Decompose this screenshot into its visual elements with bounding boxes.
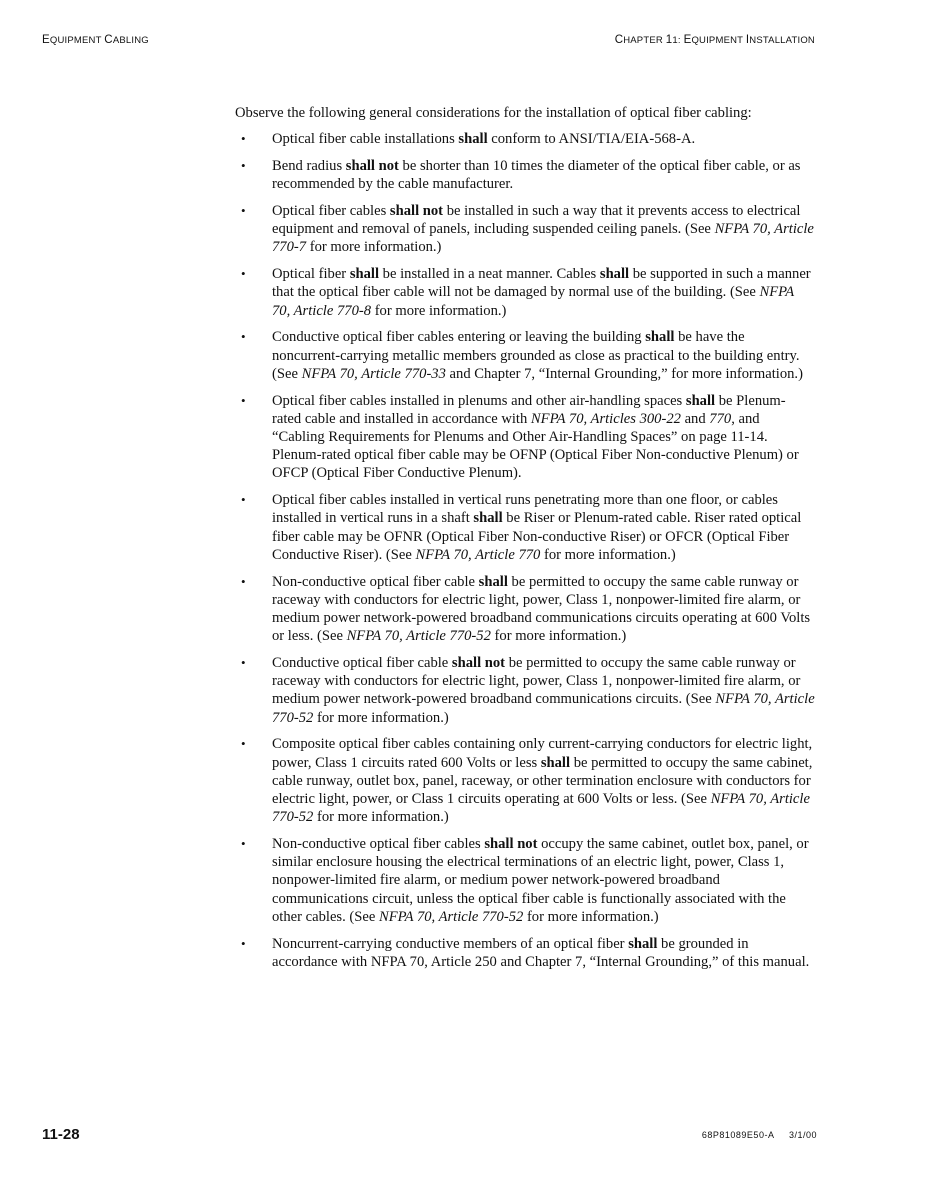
bold-term: shall [685,392,716,409]
bullet-marker: • [241,836,246,852]
bold-term: shall not [451,655,506,672]
item-text: and [680,410,710,427]
citation: NFPA 70, Articles 300-22 [530,410,681,427]
bullet-marker: • [241,655,246,671]
consideration-list [235,130,815,971]
item-text: and Chapter 7, “Internal Grounding,” for more information.) [445,365,803,382]
citation: NFPA 70, Article 770 [415,546,541,563]
consideration-item [235,130,815,148]
bold-term: shall [628,935,658,952]
item-text: for more information.) [371,302,507,319]
item-text: Conductive optical fiber cable [272,655,452,672]
bullet-marker: • [241,392,246,408]
item-text: Optical fiber cables [272,203,390,219]
page-number: 11-28 [42,1126,80,1143]
citation: NFPA 70, Article 770-8 [272,284,794,319]
consideration-item [235,392,815,483]
item-text: be permitted to occupy the same cabinet, cable runway, outlet box, panel, raceway, or other termination enclosure with conductors for electric light, power, or Class 1 circuits operating at 600 Volts or less. (See [272,754,813,808]
item-text: Composite optical fiber cables containing only current-carrying conductors for electric light, power, Class 1 circuits rated 600 Volts or less [272,736,813,771]
item-text: Optical fiber [272,266,350,283]
bullet-marker: • [241,131,246,147]
item-text: for more information.) [523,908,659,925]
bold-term: shall [458,131,488,148]
citation: 770 [709,410,732,427]
bullet-marker: • [241,492,246,508]
document-code: 68P81089E50-A [701,1130,774,1140]
item-text: occupy the same cabinet, outlet box, panel, or similar enclosure housing the electrical terminations of an electric light, power, Class 1, nonpower-limited fire alarm, or medium power network-powered broadband communications circuit, unless the optical fiber cable is functionally associated with the other cables. (See [272,836,809,925]
item-text: Conductive optical fiber cables entering or leaving the building [272,329,646,346]
bullet-marker: • [241,736,246,752]
running-header-left [42,34,149,46]
page-body [235,104,815,980]
consideration-item [235,935,815,971]
bold-term: shall [540,754,571,771]
running-header-right [615,34,815,46]
bullet-marker: • [241,935,246,951]
item-text: , and “Cabling Requirements for Plenums and Other Air-Handling Spaces” on page 11-14. Plenum-rated optical fiber cable may be OFNP (Optical Fiber Non-conductive Plenum) or OFCP (Optical Fiber Conductive Plenum). [272,410,799,482]
document-date: 3/1/00 [788,1130,817,1140]
item-text: Optical fiber cables installed in vertical runs penetrating more than one floor, or cables installed in vertical runs in a shaft [272,492,778,527]
citation: NFPA 70, Article 770-52 [272,791,810,826]
running-header-left-text: EQUIPMENT CABLING [42,34,149,46]
consideration-item [235,491,815,564]
bullet-marker: • [241,573,246,589]
bold-term: shall not [484,836,538,853]
item-text: be grounded in accordance with NFPA 70, Article 250 and Chapter 7, “Internal Grounding,” of this manual. [272,935,810,970]
consideration-item [235,573,815,646]
item-text: be Riser or Plenum-rated cable. Riser rated optical fiber cable may be OFNR (Optical Fiber Non-conductive Riser) or OFCR (Optical Fiber Conductive Riser). (See [272,510,802,563]
bullet-marker: • [241,158,246,173]
item-text: for more information.) [540,546,676,563]
bold-term: shall [473,510,503,527]
item-text: for more information.) [313,709,449,726]
bold-term: shall [599,266,630,283]
document-footer [702,1130,817,1140]
consideration-item [235,654,815,727]
item-text: be permitted to occupy the same cable runway or raceway with conductors for electric light, power, Class 1, nonpower-limited fire alarm, or medium power network-powered broadband communications circuits operating at 600 Volts or less. (See [272,573,811,645]
citation: NFPA 70, Article 770-52 [346,628,491,645]
intro-paragraph: Observe the following general considerations for the installation of optical fiber cabling: [235,105,752,121]
consideration-item [235,202,815,257]
bullet-marker: • [241,203,246,218]
consideration-item [235,328,815,383]
consideration-item [235,265,815,320]
bold-term: shall not [389,203,444,219]
item-text: be supported in such a manner that the optical fiber cable will not be damaged by normal use of the building. (See [272,266,811,301]
item-text: be have the noncurrent-carrying metallic members grounded as close as practical to the building entry. (See [272,329,800,382]
consideration-item [235,735,815,826]
item-text: be permitted to occupy the same cable runway or raceway with conductors for electric light, power, Class 1, nonpower-limited fire alarm, or medium power network-powered broadband communications circuits. (See [272,655,801,708]
item-text: Bend radius [272,158,346,174]
bold-term: shall [349,266,380,283]
citation: NFPA 70, Article 770-52 [272,691,815,726]
citation: NFPA 70, Article 770-7 [272,221,814,256]
item-text: Optical fiber cable installations [272,131,459,148]
running-header-right-text: CHAPTER 11: EQUIPMENT INSTALLATION [614,34,815,46]
citation: NFPA 70, Article 770-33 [301,365,446,382]
item-text: Noncurrent-carrying conductive members of an optical fiber [272,935,629,952]
item-text: be Plenum- rated cable and installed in accordance with [272,392,786,427]
item-text: Non-conductive optical fiber cables [272,836,485,853]
item-text: for more information.) [313,809,449,826]
bold-term: shall [478,573,508,590]
consideration-item [235,157,815,193]
consideration-item [235,835,815,926]
item-text: Optical fiber cables installed in plenums and other air-handling spaces [272,392,686,409]
item-text: be installed in such a way that it prevents access to electrical equipment and removal of panels, including suspended ceiling panels. (See [272,203,801,238]
item-text: be installed in a neat manner. Cables [379,266,600,283]
bold-term: shall [645,329,675,346]
bullet-marker: • [241,266,246,282]
citation: NFPA 70, Article 770-52 [378,908,524,925]
item-text: be shorter than 10 times the diameter of the optical fiber cable, or as recommended by the cable manufacturer. [272,158,801,193]
item-text: Non-conductive optical fiber cable [272,573,479,590]
bold-term: shall not [345,158,399,174]
item-text: conform to ANSI/TIA/EIA-568-A. [487,131,696,148]
item-text: for more information.) [490,628,627,645]
item-text: for more information.) [306,239,442,256]
bullet-marker: • [241,329,246,345]
